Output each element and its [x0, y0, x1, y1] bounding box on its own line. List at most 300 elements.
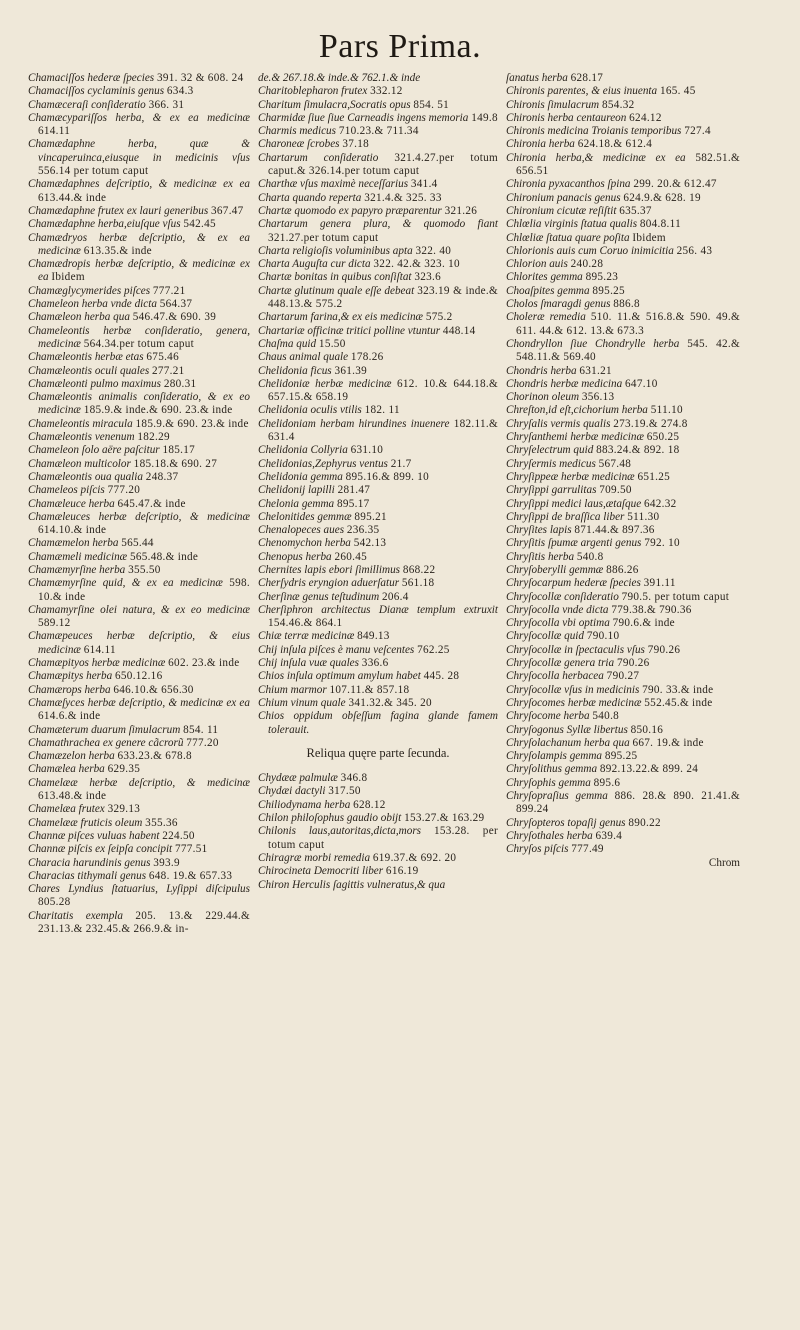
- entry-term: Chryſos piſcis: [506, 843, 569, 856]
- entry-reference: Ibidem: [632, 231, 666, 244]
- entry-term: Charta religioſis voluminibus apta: [258, 244, 413, 257]
- entry-reference: 886.8: [613, 298, 640, 311]
- entry-term: Chryſocollæ vſus in medicinis: [506, 683, 640, 696]
- entry-reference: 589.12: [38, 617, 71, 630]
- entry-term: Chios oppidum obſeſſum fagina glande famem tolerauit.: [258, 710, 498, 736]
- index-entry: [506, 245, 740, 258]
- index-entry: [506, 524, 740, 537]
- entry-reference: 895.25: [592, 284, 625, 297]
- entry-term: Chium marmor: [258, 683, 327, 696]
- entry-term: Chamædropis herbæ deſcriptio, & medicinæ ex ea: [28, 258, 250, 284]
- entry-reference: 564.37: [159, 298, 193, 311]
- entry-term: Chamelææ fruticis oleum: [28, 816, 143, 829]
- entry-term: Chameleos piſcis: [28, 484, 105, 497]
- entry-reference: 613.48.& inde: [38, 790, 107, 803]
- index-entry: [506, 192, 740, 205]
- index-entry: [258, 879, 498, 892]
- index-entry: [258, 245, 498, 258]
- entry-reference: 854. 11: [183, 723, 219, 736]
- index-entry: [258, 471, 498, 484]
- entry-reference: 777.21: [152, 284, 186, 297]
- entry-term: Chenopus herba: [258, 550, 332, 563]
- entry-term: Chelidoniæ herbæ medicinæ: [258, 377, 392, 390]
- index-entry: [258, 785, 498, 798]
- index-entry: [28, 803, 250, 816]
- entry-term: Chelidonia oculis vtilis: [258, 404, 362, 417]
- index-entry: [258, 564, 498, 577]
- index-entry: [506, 537, 740, 550]
- entry-term: Chydææ palmulæ: [258, 772, 338, 785]
- entry-term: Chamæleontis venenum: [28, 431, 135, 444]
- entry-term: Chironis herba centaureon: [506, 111, 627, 124]
- index-entry: [506, 431, 740, 444]
- entry-term: Channæ piſcis ex ſeipſa concipit: [28, 843, 173, 856]
- entry-reference: 613.35.& inde: [83, 244, 152, 257]
- entry-reference: 540.8: [576, 550, 604, 563]
- index-entry: [28, 724, 250, 737]
- index-entry: [28, 577, 250, 604]
- entry-reference: 346.8: [340, 772, 368, 785]
- entry-reference: Ibidem: [51, 271, 85, 284]
- index-entry: [258, 285, 498, 312]
- entry-term: Chamathrachea ex genere cãcrorũ: [28, 736, 184, 749]
- index-entry: [506, 311, 740, 338]
- index-entry: [506, 763, 740, 776]
- index-entry: [506, 710, 740, 723]
- index-entry: [258, 99, 498, 112]
- entry-term: Charmidæ ſiue ſiue Carneadis ingens memoria: [258, 111, 469, 124]
- entry-reference: 709.50: [599, 484, 632, 497]
- index-entry: [28, 763, 250, 776]
- entry-term: Chryſopraſius gemma: [506, 790, 608, 803]
- index-entry: [258, 125, 498, 138]
- entry-term: Chium vinum quale: [258, 696, 346, 709]
- entry-term: Chamæmeli medicinæ: [28, 550, 128, 563]
- entry-term: Chelidonias,Zephyrus ventus: [258, 457, 388, 470]
- index-entry: [506, 564, 740, 577]
- index-entry: [258, 112, 498, 125]
- index-entry: [28, 843, 250, 856]
- entry-reference: 149.8: [471, 111, 498, 124]
- entry-term: Charta Auguſta cur dicta: [258, 258, 371, 271]
- index-entry: [28, 311, 250, 324]
- index-entry: [506, 471, 740, 484]
- entry-reference: 542.45: [183, 218, 216, 231]
- entry-reference: 575.2: [425, 311, 453, 324]
- entry-reference: 854.32: [601, 98, 635, 111]
- index-entry: [258, 325, 498, 338]
- entry-term: Chamædaphne herba,eiuſque vſus: [28, 218, 181, 231]
- entry-reference: 393.9: [153, 856, 180, 869]
- entry-reference: 182.11.& 631.4: [268, 417, 498, 444]
- index-entry: [506, 232, 740, 245]
- index-entry: [506, 790, 740, 817]
- entry-reference: 153.28. per totum caput: [268, 825, 498, 851]
- entry-term: Chironis ſimulacrum: [506, 98, 600, 111]
- entry-reference: 565.44: [121, 537, 154, 550]
- entry-reference: 648. 19.& 657.33: [148, 869, 233, 882]
- index-entry: [28, 431, 250, 444]
- entry-reference: 564.34.per totum caput: [83, 337, 195, 350]
- entry-reference: 510. 11.& 516.8.& 590. 49.& 611. 44.& 612. 13.& 673.3: [516, 311, 740, 337]
- entry-term: Chares Lyndius ſtatuarius, Lyſippi diſcipulus: [28, 883, 250, 896]
- index-entry: [258, 604, 498, 631]
- entry-term: Cherſiphron architectus Dianæ templum extruxit: [258, 603, 498, 616]
- entry-reference: 790.10: [586, 630, 620, 643]
- entry-reference: 185.18.& 690. 27: [133, 457, 218, 470]
- entry-term: Chlœlia virginis ſtatua qualis: [506, 218, 638, 231]
- index-entry: [258, 852, 498, 865]
- entry-reference: 792. 10: [644, 537, 680, 550]
- entry-reference: 613.44.& inde: [38, 191, 107, 204]
- index-entry: [506, 365, 740, 378]
- entry-reference: 895.21: [354, 510, 387, 523]
- index-entry: [28, 630, 250, 657]
- entry-term: Chlorionis auis cum Coruo inimicitia: [506, 244, 674, 257]
- entry-term: Chaſma quid: [258, 337, 317, 350]
- index-entry: [28, 418, 250, 431]
- entry-term: Chryſolachanum herba qua: [506, 736, 630, 749]
- index-entry: [258, 498, 498, 511]
- index-entry: [28, 178, 250, 205]
- index-entry: [28, 232, 250, 259]
- index-entry: [258, 72, 498, 85]
- entry-reference: 367.47: [211, 204, 244, 217]
- index-entry: [506, 630, 740, 643]
- entry-term: Chryſites lapis: [506, 524, 572, 537]
- index-entry: [258, 710, 498, 737]
- entry-term: Chamæzelon herba: [28, 750, 115, 763]
- entry-reference: 355.50: [128, 563, 161, 576]
- index-entry: [28, 285, 250, 298]
- entry-reference: 646.10.& 656.30: [113, 683, 194, 696]
- index-entry: [506, 617, 740, 630]
- entry-reference: 598. 10.& inde: [38, 577, 251, 603]
- index-entry: [28, 777, 250, 804]
- entry-term: Chelidonia Collyria: [258, 444, 348, 457]
- entry-reference: 628.12: [353, 798, 386, 811]
- index-entry: [506, 85, 740, 98]
- index-entry: [258, 812, 498, 825]
- entry-reference: 21.7: [390, 457, 412, 470]
- index-entry: [506, 152, 740, 179]
- index-entry: [28, 870, 250, 883]
- index-entry: [506, 125, 740, 138]
- entry-term: Choleræ remedia: [506, 311, 586, 324]
- entry-reference: 185.17: [162, 444, 196, 457]
- entry-reference: 886.26: [606, 563, 639, 576]
- entry-reference: 277.21: [152, 364, 185, 377]
- entry-term: Chartariæ officinæ tritici polline vtuntur: [258, 324, 441, 337]
- index-entry: [28, 72, 250, 85]
- index-entry: [28, 365, 250, 378]
- entry-term: Chryſocomes herbæ medicinæ: [506, 696, 642, 709]
- index-entry: [506, 112, 740, 125]
- entry-reference: 854. 51: [413, 98, 450, 111]
- entry-term: Chironium cicutæ reſiſtit: [506, 204, 617, 217]
- entry-term: Chameleontis miracula: [28, 417, 133, 430]
- entry-term: Chelonia gemma: [258, 497, 335, 510]
- entry-term: Chiragræ morbi remedia: [258, 851, 371, 864]
- index-entry: [506, 511, 740, 524]
- index-entry: [28, 857, 250, 870]
- entry-reference: 248.37: [145, 470, 179, 483]
- entry-term: Chamæceraſi conſideratio: [28, 98, 146, 111]
- entry-reference: 710.23.& 711.34: [338, 125, 419, 138]
- entry-term: Chryſippeæ herbæ medicinæ: [506, 470, 635, 483]
- entry-term: Chironis parentes, & eius inuenta: [506, 85, 658, 98]
- entry-reference: 645.47.& inde: [117, 497, 186, 510]
- entry-reference: 895.25: [604, 750, 638, 763]
- index-column-2: [258, 72, 498, 892]
- entry-reference: 895.17: [336, 497, 370, 510]
- entry-reference: 629.35: [107, 763, 141, 776]
- index-entry: [28, 378, 250, 391]
- index-entry: [28, 85, 250, 98]
- index-entry: [506, 657, 740, 670]
- index-entry: [258, 258, 498, 271]
- entry-reference: 779.38.& 790.36: [611, 603, 692, 616]
- entry-reference: 850.16: [630, 723, 664, 736]
- index-entry: [258, 484, 498, 497]
- entry-term: Cherſinæ genus teſtudinum: [258, 590, 380, 603]
- entry-term: Chamæleontis herbæ etas: [28, 351, 144, 364]
- index-entry: [506, 258, 740, 271]
- index-entry: [258, 697, 498, 710]
- entry-term: Chenomychon herba: [258, 537, 351, 550]
- entry-term: Choaſpites gemma: [506, 284, 590, 297]
- entry-term: Charitum ſimulacra,Socratis opus: [258, 98, 411, 111]
- index-entry: [506, 218, 740, 231]
- entry-term: Chelidonia ficus: [258, 364, 332, 377]
- index-entry: [258, 418, 498, 445]
- entry-term: Chondryllon ſiue Chondrylle herba: [506, 337, 680, 350]
- entry-term: Chryſothales herba: [506, 829, 593, 842]
- entry-term: Chamædryos herbæ deſcriptio, & ex ea medicinæ: [28, 231, 250, 257]
- entry-reference: 619.37.& 692. 20: [372, 851, 457, 864]
- entry-reference: 762.25: [417, 643, 450, 656]
- entry-term: Chironia pyxacanthos ſpina: [506, 178, 631, 191]
- entry-reference: 624.18.& 612.4: [577, 138, 653, 151]
- entry-reference: 883.24.& 892. 18: [596, 444, 680, 457]
- entry-reference: 805.28: [38, 896, 71, 909]
- entry-term: Chamæleonti pulmo maximus: [28, 377, 162, 390]
- index-entry: [258, 537, 498, 550]
- entry-term: Charitoblepharon frutex: [258, 85, 368, 98]
- entry-term: Chamæpityos herbæ medicinæ: [28, 657, 166, 670]
- entry-term: Chartarum farina,& ex eis medicinæ: [258, 311, 424, 324]
- index-entry: [506, 285, 740, 298]
- entry-reference: 182. 11: [364, 404, 400, 417]
- entry-reference: 650.25: [646, 431, 680, 444]
- index-entry: [28, 604, 250, 631]
- entry-reference: 849.13: [357, 630, 390, 643]
- index-entry: [506, 444, 740, 457]
- entry-term: Charitatis exempla: [28, 909, 124, 922]
- index-entry: [258, 378, 498, 405]
- index-entry: [28, 670, 250, 683]
- entry-reference: 321.26: [444, 204, 478, 217]
- index-entry: [258, 365, 498, 378]
- entry-reference: 790.27: [606, 670, 640, 683]
- index-entry: [506, 418, 740, 431]
- entry-term: Chryſocollæ in ſpectaculis vſus: [506, 643, 645, 656]
- entry-reference: 667. 19.& inde: [632, 736, 704, 749]
- index-entry: [506, 205, 740, 218]
- index-entry: [28, 684, 250, 697]
- entry-reference: 540.8: [592, 710, 620, 723]
- entry-reference: 561.18: [401, 577, 435, 590]
- entry-term: ſanatus herba: [506, 72, 568, 84]
- entry-term: Chartæ glutinum quale eſſe debeat: [258, 284, 415, 297]
- entry-reference: 511.10: [650, 404, 683, 417]
- index-entry: [506, 604, 740, 617]
- entry-reference: 37.18: [342, 138, 369, 151]
- entry-term: Chelidonia gemma: [258, 470, 343, 483]
- index-entry: [506, 737, 740, 750]
- entry-reference: 391.11: [643, 577, 676, 590]
- entry-reference: 552.45.& inde: [644, 696, 713, 709]
- entry-reference: 890.22: [628, 816, 661, 829]
- index-entry: [258, 670, 498, 683]
- entry-reference: 675.46: [146, 351, 179, 364]
- index-entry: [258, 404, 498, 417]
- index-entry: [506, 458, 740, 471]
- entry-term: Chlœliæ ſtatua quare poſita: [506, 231, 630, 244]
- entry-term: Chryſippi garrulitas: [506, 484, 597, 497]
- entry-reference: 391. 32 & 608. 24: [156, 72, 244, 84]
- index-entry: [28, 138, 250, 178]
- catchword: Chrom: [708, 856, 740, 869]
- entry-term: Chreſton,id eſt,cichorium herba: [506, 404, 648, 417]
- entry-term: Chameleon ſolo aëre paſcitur: [28, 444, 160, 457]
- index-entry: [28, 817, 250, 830]
- index-entry: [258, 192, 498, 205]
- index-entry: [258, 85, 498, 98]
- entry-reference: 448.14: [442, 324, 476, 337]
- entry-reference: 642.32: [643, 497, 677, 510]
- entry-reference: 205. 13.& 229.44.& 231.13.& 232.45.& 266.9.& in-: [38, 909, 251, 935]
- entry-reference: 545. 42.& 548.11.& 569.40: [516, 337, 741, 364]
- entry-reference: 886. 28.& 890. 21.41.& 899.24: [516, 790, 741, 816]
- entry-term: Chlorion auis: [506, 258, 568, 271]
- entry-term: Chamæglycymerides piſces: [28, 284, 151, 297]
- entry-term: Chilonis laus,autoritas,dicta,mors: [258, 825, 422, 838]
- index-entry: [506, 670, 740, 683]
- entry-reference: 182.29: [137, 431, 170, 444]
- entry-reference: 240.28: [570, 258, 604, 271]
- entry-reference: 727.4: [684, 125, 711, 138]
- entry-reference: 273.19.& 274.8: [613, 417, 688, 430]
- entry-term: Chlorites gemma: [506, 271, 583, 284]
- entry-term: Chamærops herba: [28, 683, 111, 696]
- index-entry: [258, 458, 498, 471]
- entry-term: Characias tithymali genus: [28, 869, 147, 882]
- entry-reference: 777.20: [186, 736, 219, 749]
- index-entry: [506, 178, 740, 191]
- index-entry: [506, 391, 740, 404]
- entry-reference: 332.12: [370, 85, 403, 98]
- entry-reference: 790.26: [647, 643, 681, 656]
- entry-term: Chondris herba: [506, 364, 577, 377]
- entry-term: Chameleon herba vnde dicta: [28, 298, 157, 311]
- index-entry: [258, 511, 498, 524]
- index-entry: [28, 883, 250, 910]
- entry-reference: 317.50: [328, 785, 361, 798]
- entry-reference: 323.6: [414, 271, 442, 284]
- index-entry: [258, 657, 498, 670]
- entry-reference: 616.19: [385, 865, 419, 878]
- index-entry: [28, 99, 250, 112]
- entry-term: Chamædaphne herba, quæ & vincaperuinca,eiusque in medicinis vſus: [28, 138, 250, 164]
- entry-reference: 256. 43: [676, 244, 713, 257]
- entry-term: Chryſocollæ quid: [506, 630, 585, 643]
- index-entry: [258, 551, 498, 564]
- entry-reference: 777.51: [174, 843, 208, 856]
- entry-reference: 582.51.& 656.51: [516, 151, 740, 178]
- entry-term: Charoneæ ſcrobes: [258, 138, 340, 151]
- index-entry: [258, 630, 498, 643]
- entry-term: Chryſocollæ conſideratio: [506, 590, 619, 603]
- entry-term: Chryſocome herba: [506, 710, 590, 723]
- entry-term: Chiron Herculis ſagittis vulneratus,& qua: [258, 878, 446, 891]
- entry-term: Chenalopeces aues: [258, 524, 345, 537]
- entry-term: Chironia herba,& medicinæ ex ea: [506, 151, 686, 164]
- entry-term: Chryſoberylli gemmæ: [506, 563, 604, 576]
- index-entry: [28, 112, 250, 139]
- index-entry: [506, 577, 740, 590]
- index-entry: [258, 351, 498, 364]
- index-entry: [28, 511, 250, 538]
- entry-reference: 511.30: [627, 510, 660, 523]
- index-entry: [28, 750, 250, 763]
- entry-reference: 868.22: [402, 563, 436, 576]
- index-entry: [506, 138, 740, 151]
- index-entry: [258, 524, 498, 537]
- index-entry: [506, 750, 740, 763]
- entry-term: Chamaciſſos hederæ ſpecies: [28, 72, 155, 84]
- entry-reference: 614.6.& inde: [38, 710, 101, 723]
- index-entry: [28, 737, 250, 750]
- entry-term: Chamæmelon herba: [28, 537, 119, 550]
- entry-term: Chirocineta Democriti liber: [258, 865, 384, 878]
- entry-reference: 565.48.& inde: [129, 550, 199, 563]
- entry-term: Chelidonij lapilli: [258, 484, 335, 497]
- entry-reference: 322. 40: [415, 244, 452, 257]
- entry-term: Chamæleontis oua qualia: [28, 470, 143, 483]
- entry-reference: 567.48: [598, 457, 632, 470]
- entry-reference: 542.13: [353, 537, 387, 550]
- entry-reference: 777.20: [107, 484, 141, 497]
- index-entry: [506, 644, 740, 657]
- entry-term: Chartarum conſideratio: [258, 151, 379, 164]
- entry-term: Chameleontis herbæ conſideratio, genera, medicinæ: [28, 324, 250, 350]
- entry-term: Chelonitides gemmæ: [258, 510, 352, 523]
- index-entry: [258, 772, 498, 785]
- entry-reference: 790.26: [616, 657, 650, 670]
- entry-term: Chilon philoſophus gaudio obijt: [258, 812, 402, 825]
- entry-reference: 445. 28: [423, 670, 460, 683]
- entry-reference: 624.12: [629, 111, 662, 124]
- index-entry: [28, 910, 250, 937]
- index-entry: [506, 271, 740, 284]
- entry-reference: 631.21: [579, 364, 612, 377]
- index-entry: [28, 551, 250, 564]
- entry-term: Chryſocarpum hederæ ſpecies: [506, 577, 641, 590]
- entry-term: Chamæpitys herba: [28, 670, 113, 683]
- entry-reference: 635.37: [619, 204, 652, 217]
- index-column-1: [28, 72, 250, 936]
